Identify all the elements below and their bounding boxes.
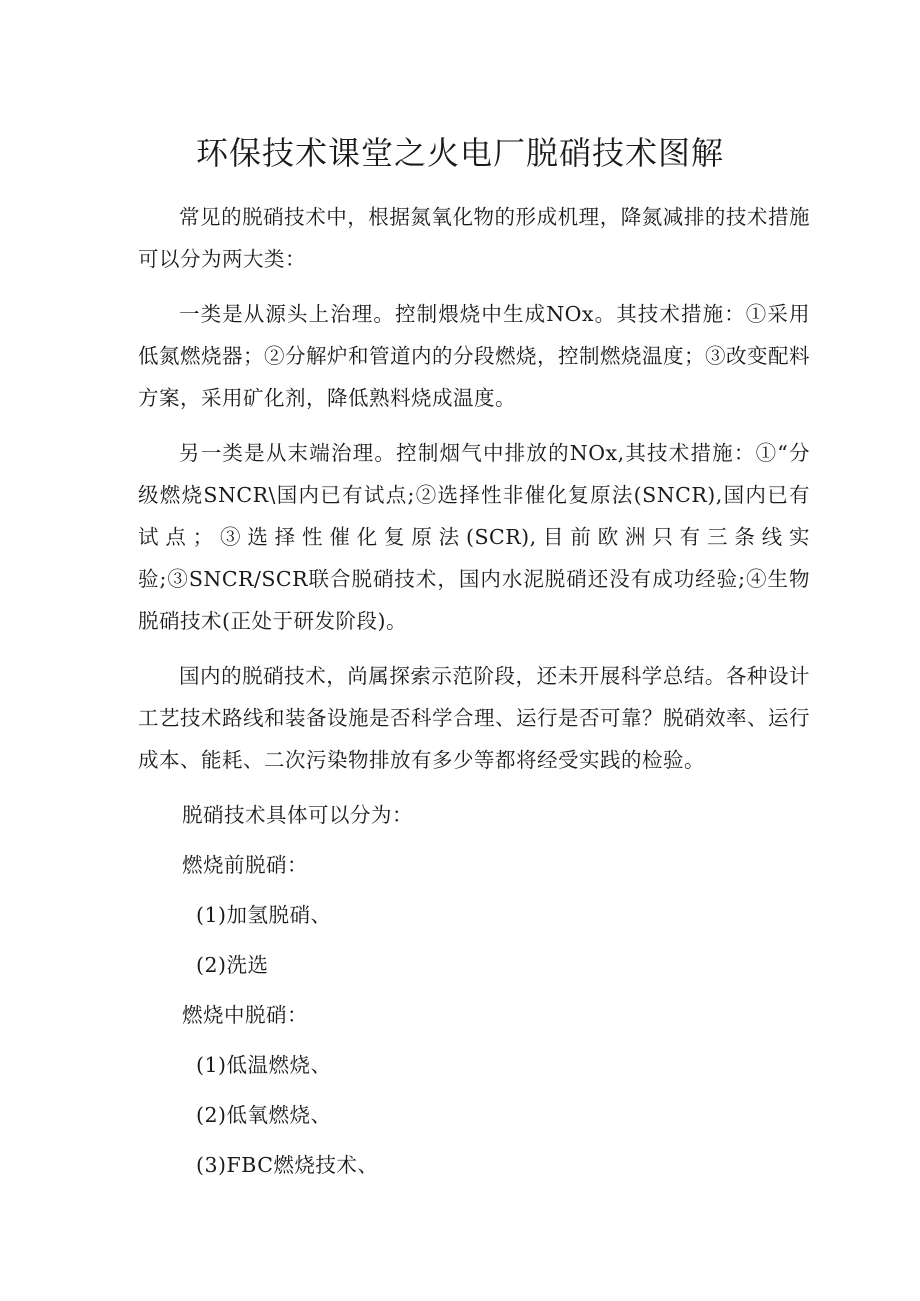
list-item: (1)低温燃烧、 xyxy=(196,1053,332,1077)
paragraph-end-control: 另一类是从末端治理。控制烟气中排放的NOx,其技术措施：①“分级燃烧SNCR\国内已有试点;②选择性非催化复原法(SNCR),国内已有试点；③选择性催化复原法(SCR),目前欧洲只有三条线实验;③SNCR/SCR联合脱硝技术，国内水泥脱硝还没有成功经验;④生物脱硝技术(正处于研发阶段)。 xyxy=(138,441,810,633)
classification-intro: 脱硝技术具体可以分为： xyxy=(182,803,413,827)
document-title: 环保技术课堂之火电厂脱硝技术图解 xyxy=(195,134,724,172)
list-item: (3)FBC燃烧技术、 xyxy=(196,1153,379,1177)
paragraph-source-control: 一类是从源头上治理。控制煨烧中生成NOx。其技术措施：①采用低氮燃烧器；②分解炉和管道内的分段燃烧，控制燃烧温度；③改变配料方案，采用矿化剂，降低熟料烧成温度。 xyxy=(138,302,810,410)
list-item: (2)洗选 xyxy=(196,953,269,977)
section-heading-pre-combustion: 燃烧前脱硝： xyxy=(182,853,308,877)
paragraph-intro: 常见的脱硝技术中，根据氮氧化物的形成机理，降氮减排的技术措施可以分为两大类： xyxy=(138,205,810,271)
document-body xyxy=(138,196,810,1194)
list-item: (2)低氧燃烧、 xyxy=(196,1103,332,1127)
paragraph-domestic-status: 国内的脱硝技术，尚属探索示范阶段，还未开展科学总结。各种设计工艺技术路线和装备设施是否科学合理、运行是否可靠？脱硝效率、运行成本、能耗、二次污染物排放有多少等都将经受实践的检验。 xyxy=(138,664,810,772)
list-item: (1)加氢脱硝、 xyxy=(196,903,332,927)
section-heading-in-combustion: 燃烧中脱硝： xyxy=(182,1003,308,1027)
